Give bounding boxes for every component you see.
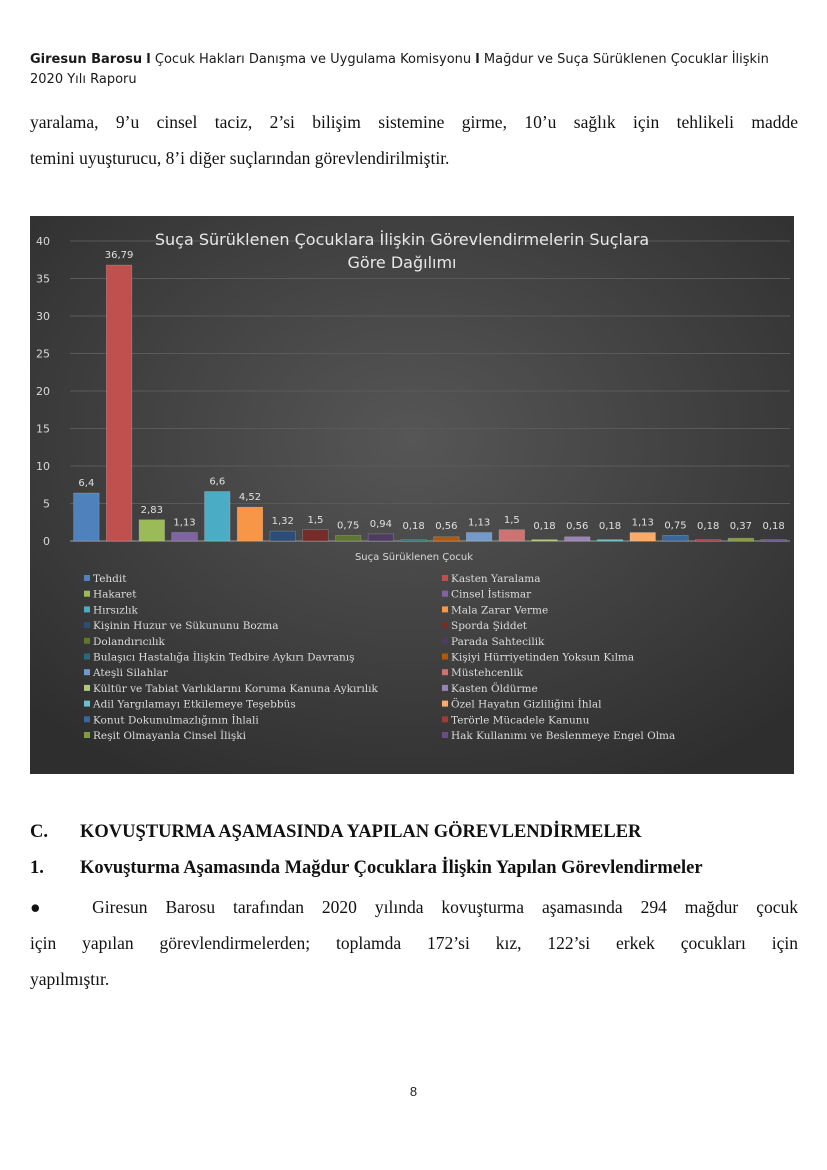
legend-label: Konut Dokunulmazlığının İhlali [93,714,259,727]
bar-5 [205,492,231,542]
x-axis-label: Suça Sürüklenen Çocuk [354,552,474,563]
y-tick-label: 35 [36,272,50,286]
legend-label: Parada Sahtecilik [451,635,545,648]
bar-6 [237,507,263,541]
legend-swatch [442,716,448,722]
legend-label: Hak Kullanımı ve Beslenmeye Engel Olma [451,730,676,742]
legend-label: Mala Zarar Verme [451,604,549,617]
legend-label: Sporda Şiddet [451,620,528,633]
bar-13 [466,533,492,541]
legend-swatch [442,591,448,597]
y-tick-label: 5 [43,497,50,511]
legend-swatch [442,575,448,581]
data-label: 1,32 [271,516,294,528]
header-report-year: 2020 Yılı Raporu [30,72,137,87]
bullet-line: yapılmıştır. [30,969,110,989]
legend-swatch [84,654,90,660]
legend-swatch [84,638,90,644]
data-label: 0,56 [435,521,458,532]
data-label: 2,83 [140,504,163,516]
data-label: 0,37 [729,521,753,532]
y-tick-label: 25 [36,347,50,361]
data-label: 0,94 [369,518,393,530]
chart-svg [30,216,794,774]
header-org: Giresun Barosu [30,52,143,67]
bar-9 [335,535,361,541]
bar-12 [434,537,460,541]
legend-label: Kişiyi Hürriyetinden Yoksun Kılma [451,651,635,664]
legend-label: Kişinin Huzur ve Sükununu Bozma [93,620,279,633]
legend-label: Adil Yargılamayı Etkilemeye Teşebbüs [93,698,296,711]
bullet-text: Giresun Barosu tarafından 2020 yılında kovuşturma aşamasında 294 mağdur çocuk [92,897,798,917]
legend-label: Reşit Olmayanla Cinsel İlişki [93,730,246,742]
legend-swatch [84,716,90,722]
section-title: Kovuşturma Aşamasında Mağdur Çocuklara İlişkin Yapılan Görevlendirmeler [80,858,703,878]
legend-label: Müstehcenlik [451,667,524,680]
legend-swatch [442,622,448,628]
legend-swatch [442,669,448,675]
page-number: 8 [409,1084,418,1099]
y-tick-label: 30 [36,310,50,323]
data-label: 1,5 [307,514,324,526]
legend-label: Dolandırıcılık [93,635,165,648]
data-label: 1,13 [173,517,196,529]
legend-label: Kasten Öldürme [451,682,538,695]
data-label: 1,13 [467,517,491,529]
bar-11 [401,540,427,541]
data-label: 6,4 [78,478,95,489]
data-label: 0,18 [762,521,785,532]
y-tick-label: 40 [36,235,50,248]
legend-label: Hakaret [93,588,137,601]
section-number: 1. [30,858,44,878]
data-label: 4,52 [238,492,262,504]
legend-swatch [84,575,90,581]
bar-2 [106,265,132,541]
bar-15 [532,540,558,541]
data-label: 0,18 [598,521,622,532]
bar-8 [303,530,329,541]
legend-label: Cinsel İstismar [451,588,532,601]
y-tick-label: 20 [36,385,50,398]
bar-4 [172,533,198,541]
data-label: 0,18 [533,521,556,532]
bullet-icon: ● [30,897,55,917]
bullet-paragraph [30,889,798,997]
bullet-line [30,889,798,925]
header-report-title: Mağdur ve Suça Sürüklenen Çocuklar İlişkin [483,52,769,67]
crime-distribution-chart [30,216,794,774]
bar-18 [630,533,656,541]
intro-line: temini uyuşturucu, 8’i diğer suçlarından görevlendirilmiştir. [30,148,450,168]
section-number: C. [30,822,48,842]
legend-swatch [442,638,448,644]
y-tick-label: 0 [43,535,50,548]
legend-label: Kültür ve Tabiat Varlıklarını Koruma Kanuna Aykırılık [93,682,378,695]
legend-swatch [442,654,448,660]
data-label: 36,79 [104,250,134,262]
data-label: 0,56 [566,521,589,532]
data-label: 0,18 [697,521,720,532]
bar-1 [74,493,100,541]
bar-20 [695,540,721,541]
legend-label: Tehdit [93,573,127,585]
bar-10 [368,534,394,541]
data-label: 0,75 [337,520,360,532]
legend-swatch [442,606,448,612]
legend-label: Hırsızlık [93,604,138,617]
legend-swatch [84,606,90,612]
legend-swatch [84,685,90,691]
legend-swatch [442,701,448,707]
chart-title: Suça Sürüklenen Çocuklara İlişkin Görevlendirmelerin Suçlara [154,230,650,249]
legend-swatch [442,732,448,738]
bar-16 [565,537,591,541]
header-commission: Çocuk Hakları Danışma ve Uygulama Komisyonu [154,52,472,67]
intro-paragraph [30,104,798,176]
legend-label: Ateşli Silahlar [93,667,168,680]
data-label: 1,5 [503,514,520,526]
legend-label: Özel Hayatın Gizliliğini İhlal [451,698,602,711]
y-tick-label: 10 [36,460,50,473]
legend-swatch [442,685,448,691]
data-label: 1,13 [631,517,654,529]
legend-label: Bulaşıcı Hastalığa İlişkin Tedbire Aykırı Davranış [93,651,355,664]
y-tick-label: 15 [36,422,50,436]
legend-swatch [84,669,90,675]
data-label: 0,18 [402,521,425,532]
legend-swatch [84,622,90,628]
data-label: 0,75 [664,520,687,532]
bar-19 [663,535,689,541]
bar-7 [270,531,296,541]
legend-swatch [84,591,90,597]
intro-line: yaralama, 9’u cinsel taciz, 2’si bilişim sistemine girme, 10’u sağlık için tehlikeli madde [30,112,798,132]
bar-14 [499,530,525,541]
legend-label: Terörle Mücadele Kanunu [451,714,590,727]
bar-3 [139,520,165,541]
legend-swatch [84,701,90,707]
chart-title: Göre Dağılımı [347,253,457,272]
section-title: KOVUŞTURMA AŞAMASINDA YAPILAN GÖREVLENDİRMELER [80,822,642,842]
data-label: 6,6 [209,476,226,488]
bar-21 [728,538,754,541]
header-separator: l [146,52,151,67]
bar-22 [761,540,787,541]
legend-swatch [84,732,90,738]
page-header [30,50,800,90]
header-separator: l [475,52,480,67]
bar-17 [597,540,623,541]
legend-label: Kasten Yaralama [451,573,541,585]
bullet-line: için yapılan görevlendirmelerden; toplamda 172’si kız, 122’si erkek çocukları için [30,933,798,953]
